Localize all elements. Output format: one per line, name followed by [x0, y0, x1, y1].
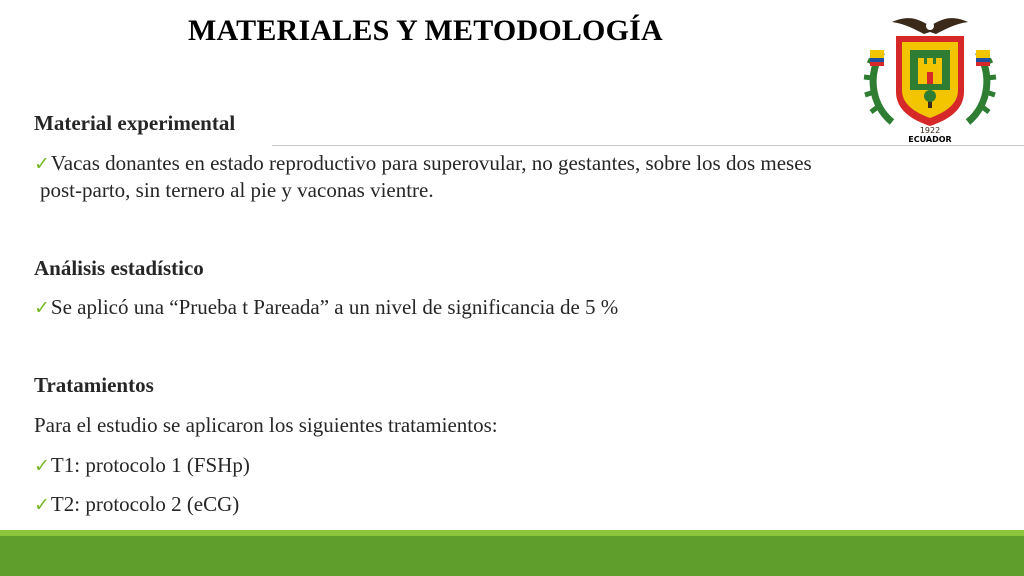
checkmark-icon: ✓	[34, 153, 50, 175]
bullet-tratamiento-2	[34, 491, 239, 519]
bullet-text: Se aplicó una “Prueba t Pareada” a un nivel de significancia de 5 %	[50, 295, 619, 319]
emblem-graphic	[862, 12, 998, 144]
checkmark-icon: ✓	[34, 455, 50, 477]
bullet-material-1-continuation: post-parto, sin ternero al pie y vaconas vientre.	[40, 178, 434, 202]
bullet-material-1	[34, 150, 996, 178]
checkmark-icon: ✓	[34, 494, 50, 516]
footer-bar	[0, 530, 1024, 576]
slide-title: MATERIALES Y METODOLOGÍA	[188, 14, 663, 47]
bullet-text: Vacas donantes en estado reproductivo para superovular, no gestantes, sobre los dos meses	[50, 151, 812, 175]
heading-tratamientos: Tratamientos	[34, 373, 154, 397]
bullet-text: T2: protocolo 2 (eCG)	[50, 492, 240, 516]
university-emblem	[862, 12, 998, 144]
footer-stripe	[0, 530, 1024, 536]
bullet-analisis-1	[34, 294, 618, 322]
heading-analisis: Análisis estadístico	[34, 256, 204, 280]
bullet-text: T1: protocolo 1 (FSHp)	[50, 453, 250, 477]
emblem-country: ECUADOR	[908, 135, 952, 144]
bullet-tratamiento-1	[34, 452, 250, 480]
tratamientos-intro: Para el estudio se aplicaron los siguientes tratamientos:	[34, 413, 498, 437]
heading-material: Material experimental	[34, 111, 236, 135]
title-divider	[272, 145, 1024, 146]
checkmark-icon: ✓	[34, 297, 50, 319]
emblem-year: 1922	[919, 126, 941, 135]
